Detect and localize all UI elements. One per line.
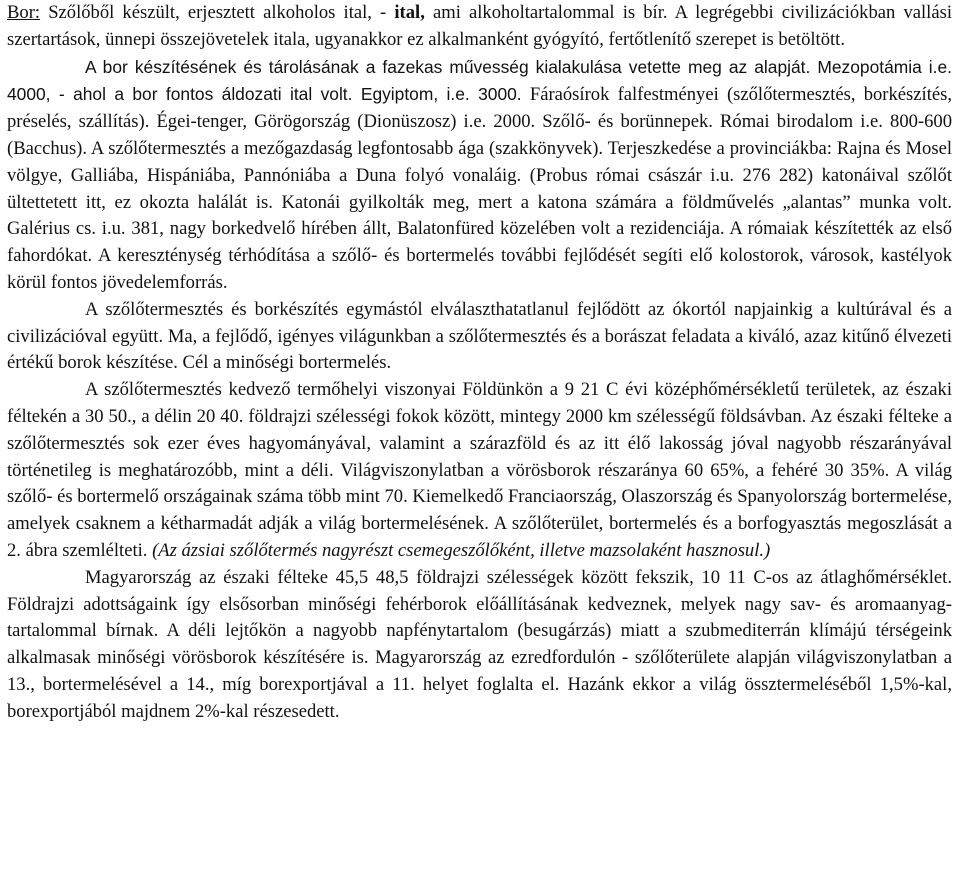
paragraph-development: A szőlőtermesztés és borkészítés egymástól elválaszthatatlanul fejlődött az ókortól napjainkig a kultúrával és a civilizációval együtt. Ma, a fejlődő, igényes világunkban a szőlőtermesztés és a borászat feladata a kiváló, azaz kitűnő élvezeti értékű borok készítése. Cél a minőségi bortermelés. (7, 298, 952, 374)
definition-text-start: Szőlőből készült, erjesztett alkoholos ital, - (40, 2, 395, 23)
asian-note-italic: (Az ázsiai szőlőtermés nagyrészt csemegeszőlőként, illetve mazsolaként hasznosul.) (152, 539, 771, 561)
paragraph-definition (7, 0, 952, 54)
definition-bold-term: ital, (394, 2, 425, 23)
history-text-serif: Fáraósírok falfestményei (szőlőtermesztés, borkészítés, préselés, szállítás). Égei-tenger, Görögország (Dionüszosz) i.e. 2000. Szőlő- és borünnepek. Római birodalom i.e. 800-600 (Bacchus). A szőlőtermesztés a mezőgazdaság legfontosabb ága (szakkönyvek). Terjeszkedése a provinciákba: Rajna és Mosel völgye, Galliába, Hispániába, Pannóniába a Duna folyó vonaláig. (Probus római császár i.u. 276 282) katonáival szőlőt ültettetett itt, ez okozta halálát is. Katonái gyilkolták meg, mert a katona számára a földművelés „alantas” munka volt. Galérius cs. i.u. 381, nagy borkedvelő hírében állt, Balatonfüred közelében volt a rezidenciája. A rómaiak készítették az első fahordókat. A kereszténység térhódítása a szőlő- és bortermelés további fejlődését segíti elő kolostorok, városok, kastélyok körül fontos jövedelemforrás. (7, 84, 952, 293)
paragraph-world-viticulture (7, 377, 952, 565)
world-viticulture-text: A szőlőtermesztés kedvező termőhelyi viszonyai Földünkön a 9 21 C évi középhőmérsékletű területek, az északi féltekén a 30 50., a délin 20 40. földrajzi szélességi fokok között, mintegy 2000 km szélességű földsávban. Az északi félteke a szőlőtermesztés sok ezer éves hagyományával, valamint a szárazföld és az itt élő lakosság jóval nagyobb részarányával történetileg is meghatározóbb, mint a déli. Világviszonylatban a vörösborok részaránya 60 65%, a fehéré 30 35%. A világ szőlő- és bortermelő országainak száma több mint 70. Kiemelkedő Franciaország, Olaszország és Spanyolország bortermelése, amelyek csaknem a kétharmadát adják a világ bortermelésének. A szőlőterület, bortermelés és a borfogyasztás megoszlását a 2. ábra szemlélteti. (7, 379, 952, 561)
paragraph-history (7, 54, 952, 297)
definition-text-end: ami alkoholtartalommal is bír. A legrégebbi civilizációkban vallási szertartások, ünnepi összejövetelek itala, ugyanakkor ez alkalmanként gyógyító, fertőtlenítő szerepet is betöltött. (7, 2, 952, 50)
history-text-sans: A bor készítésének és tárolásának a fazekas művesség kialakulása vetette meg az alapját. Mezopotámia i.e. 4000, - ahol a bor fontos áldozati ital volt. Egyiptom, i.e. 3000. (7, 56, 952, 105)
term-label: Bor: (7, 2, 41, 23)
paragraph-hungary: Magyarország az északi félteke 45,5 48,5 földrajzi szélességek között fekszik, 10 11 C-os az átlaghőmérséklet. Földrajzi adottságaink így elsősorban minőségi fehérborok előállításának kedveznek, melyek nagy sav- és aromaanyag-tartalommal bírnak. A déli lejtőkön a nagyobb napfénytartalom (besugárzás) miatt a szubmediterrán klímájú térségeink alkalmasak minőségi vörösborok készítésére is. Magyarország az ezredfordulón - szőlőterülete alapján világviszonylatban a 13., bortermelésével a 14., míg borexportjával a 11. helyet foglalta el. Hazánk ekkor a világ össztermeléséből 1,5%-kal, borexportjából majdnem 2%-kal részesedett. (7, 566, 952, 722)
